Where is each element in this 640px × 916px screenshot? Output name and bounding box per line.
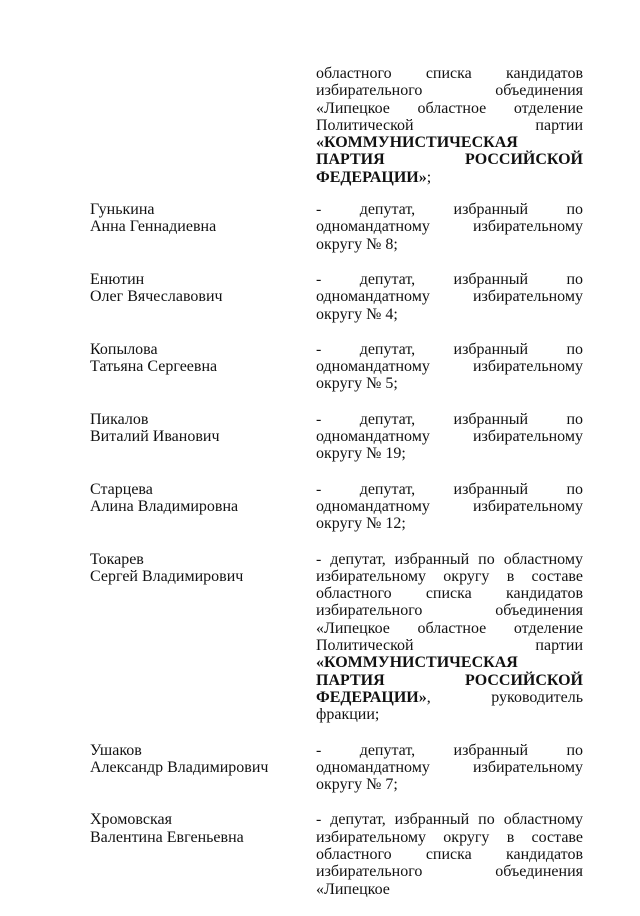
description-text: областного списка кандидатов избирательного объединения «Липецкое областное отделение Политической партии [316, 65, 583, 134]
deputy-surname: Гунькина [90, 201, 155, 219]
description-text: - депутат, избранный по областному избирательному округу в составе областного списка кандидатов избирательного объединения «Липецкое [316, 811, 583, 898]
deputy-given-names: Татьяна Сергеевна [90, 358, 218, 376]
deputy-name [0, 341, 316, 393]
description-text: - депутат, избранный по одномандатному избирательному округу № 4; [316, 270, 583, 323]
deputy-given-names: Алина Владимировна [90, 497, 239, 515]
deputy-given-names: Анна Геннадиевна [90, 218, 217, 236]
deputy-surname: Токарев [90, 550, 144, 568]
deputy-surname: Копылова [90, 340, 158, 358]
deputy-name [0, 811, 316, 897]
description-text: - депутат, избранный по областному избирательному округу в составе областного списка кандидатов избирательного объединения «Липецкое областное отделение Политической партии [316, 550, 583, 655]
deputy-surname: Пикалов [90, 410, 149, 428]
deputy-entry [0, 201, 640, 253]
deputy-name [0, 411, 316, 463]
deputy-description [316, 481, 583, 533]
deputy-name [0, 271, 316, 323]
party-name-bold: «КОММУНИСТИЧЕСКАЯ ПАРТИЯ РОССИЙСКОЙ ФЕДЕРАЦИИ» [316, 654, 583, 706]
deputy-name [0, 65, 316, 186]
deputy-description [316, 201, 583, 253]
deputy-description [316, 742, 583, 794]
deputy-name [0, 481, 316, 533]
deputy-entry [0, 481, 640, 533]
party-name-bold: «КОММУНИСТИЧЕСКАЯ ПАРТИЯ РОССИЙСКОЙ ФЕДЕРАЦИИ» [316, 134, 583, 186]
deputy-given-names: Валентина Евгеньевна [90, 828, 244, 846]
description-text: - депутат, избранный по одномандатному избирательному округу № 7; [316, 741, 583, 794]
deputy-name [0, 551, 316, 724]
description-text: ; [426, 168, 432, 186]
description-text: - депутат, избранный по одномандатному избирательному округу № 5; [316, 340, 583, 393]
description-text: , руководитель фракции; [316, 688, 583, 724]
deputy-entry [0, 551, 640, 724]
deputies-list [0, 65, 640, 916]
deputy-entry [0, 411, 640, 463]
description-text: - депутат, избранный по одномандатному избирательному округу № 12; [316, 480, 583, 533]
deputy-description [316, 551, 583, 724]
deputy-description [316, 271, 583, 323]
continued-entry [0, 65, 640, 186]
description-text: - депутат, избранный по одномандатному избирательному округу № 8; [316, 201, 583, 253]
deputy-description [316, 411, 583, 463]
deputy-given-names: Олег Вячеславович [90, 288, 223, 306]
deputy-name [0, 201, 316, 253]
deputy-description [316, 341, 583, 393]
deputy-entry [0, 271, 640, 323]
deputy-surname: Старцева [90, 480, 153, 498]
deputy-description [316, 65, 583, 186]
deputy-given-names: Виталий Иванович [90, 428, 220, 446]
deputy-given-names: Александр Владимирович [90, 758, 269, 776]
deputy-entry [0, 341, 640, 393]
deputy-surname: Ушаков [90, 741, 142, 759]
description-text: - депутат, избранный по одномандатному избирательному округу № 19; [316, 410, 583, 463]
deputy-description [316, 811, 583, 897]
deputy-entry [0, 811, 640, 897]
deputy-entry [0, 742, 640, 794]
deputy-surname: Енютин [90, 270, 145, 288]
deputy-name [0, 742, 316, 794]
deputy-given-names: Сергей Владимирович [90, 567, 244, 585]
deputy-surname: Хромовская [90, 811, 172, 829]
